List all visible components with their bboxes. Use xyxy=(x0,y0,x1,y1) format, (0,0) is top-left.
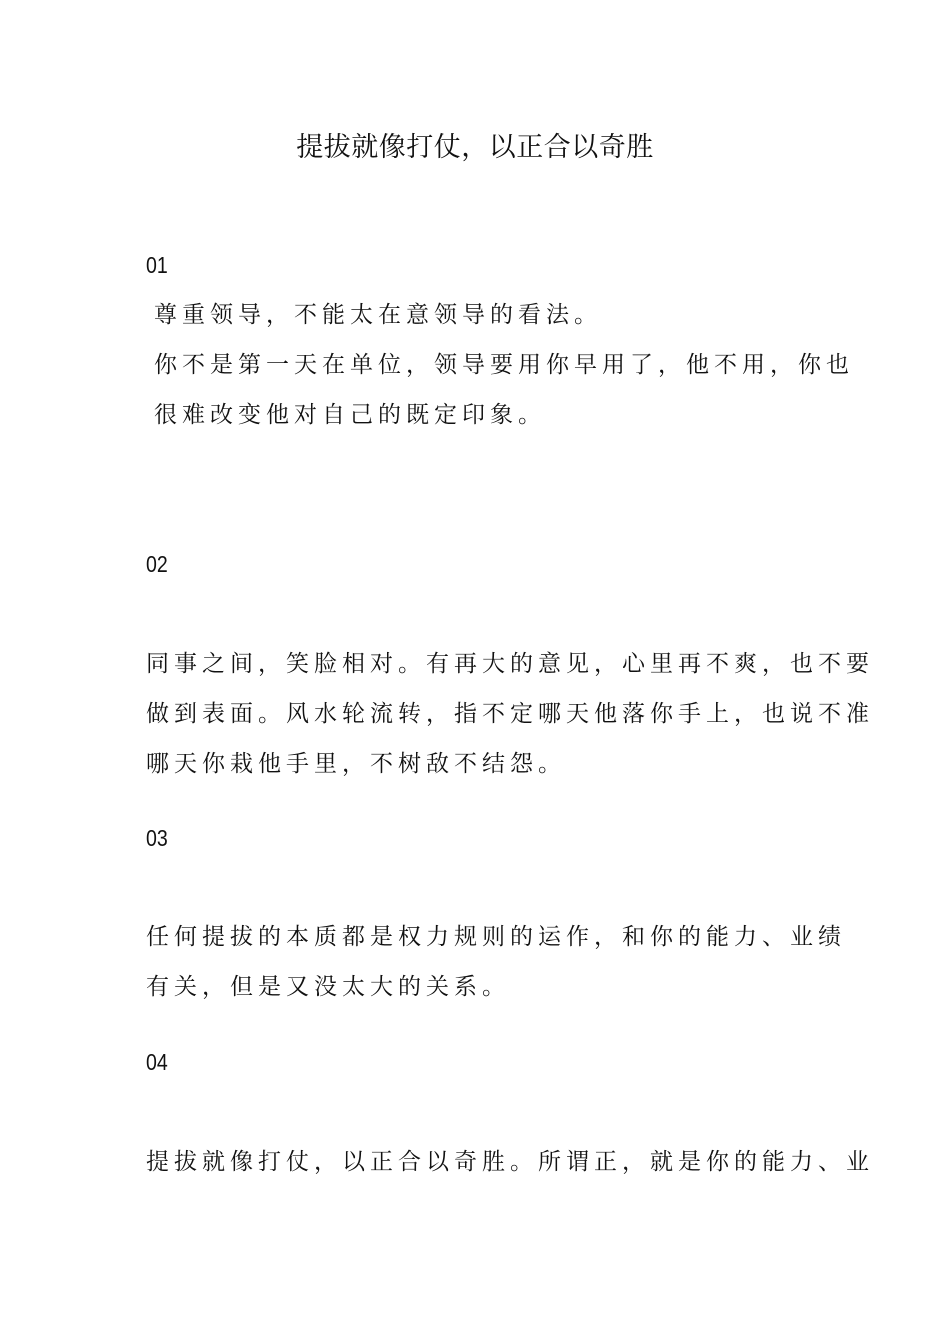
document-title: 提拔就像打仗，以正合以奇胜 xyxy=(296,132,654,163)
paragraph-line: 很难改变他对自己的既定印象。 xyxy=(154,402,546,428)
paragraph-line: 有关，但是又没太大的关系。 xyxy=(146,974,510,1000)
section-04-paragraph xyxy=(146,1137,874,1187)
section-number-02: 02 xyxy=(146,551,168,577)
paragraph-line: 你不是第一天在单位，领导要用你早用了，他不用，你也 xyxy=(154,352,854,378)
section-number-04: 04 xyxy=(146,1049,168,1075)
paragraph-line: 做到表面。风水轮流转，指不定哪天他落你手上，也说不准 xyxy=(146,701,874,727)
paragraph-line: 提拔就像打仗，以正合以奇胜。所谓正，就是你的能力、业 xyxy=(146,1149,874,1175)
paragraph-line: 哪天你栽他手里，不树敌不结怨。 xyxy=(146,751,566,777)
paragraph-line: 同事之间，笑脸相对。有再大的意见，心里再不爽，也不要 xyxy=(146,651,874,677)
section-01-paragraph xyxy=(154,290,854,440)
section-number-03: 03 xyxy=(146,825,168,851)
section-02-paragraph xyxy=(146,639,874,789)
paragraph-line: 尊重领导，不能太在意领导的看法。 xyxy=(154,302,602,328)
paragraph-line: 任何提拔的本质都是权力规则的运作，和你的能力、业绩 xyxy=(146,924,846,950)
section-03-paragraph xyxy=(146,912,846,1012)
section-number-01: 01 xyxy=(146,252,168,278)
